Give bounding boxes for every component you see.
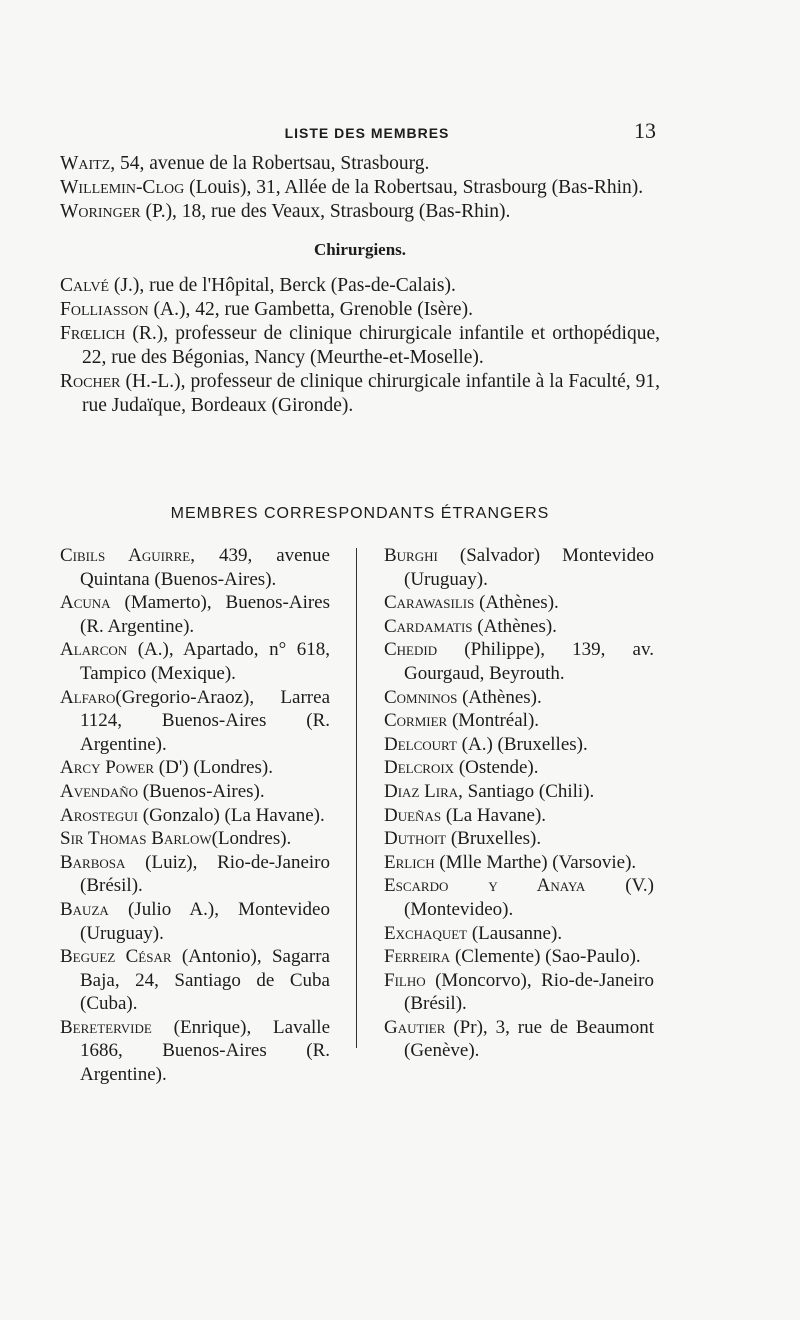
column-divider: [356, 548, 357, 1048]
member-entry: Barbosa (Luiz), Rio-de-Janeiro (Brésil).: [60, 851, 330, 897]
member-entry: Waitz, 54, avenue de la Robertsau, Strasbourg.: [60, 153, 430, 174]
member-list-top: [60, 152, 660, 418]
page-header: [60, 118, 656, 144]
member-entry: Delcourt (A.) (Bruxelles).: [384, 733, 588, 755]
member-entry: Cibils Aguirre, 439, avenue Quintana (Buenos-Aires).: [60, 545, 330, 590]
member-entry: Beretervide (Enrique), Lavalle 1686, Buenos-Aires (R. Argentine).: [60, 1016, 330, 1086]
member-entry: Burghi (Salvador) Montevideo (Uruguay).: [384, 545, 654, 590]
page-number: 13: [634, 118, 656, 143]
member-entry: Comninos (Athènes).: [384, 686, 542, 708]
member-entry: Carawasilis (Athènes).: [384, 592, 559, 614]
member-entry: Bauza (Julio A.), Montevideo (Uruguay).: [60, 898, 330, 944]
member-entry: Cormier (Montréal).: [384, 710, 540, 732]
member-entry: Folliasson (A.), 42, rue Gambetta, Grenoble (Isère).: [60, 299, 473, 320]
member-entry: Dueñas (La Havane).: [384, 804, 547, 826]
member-entry: Avendaño (Buenos-Aires).: [60, 780, 265, 802]
member-entry: Delcroix (Ostende).: [384, 757, 539, 779]
member-entry: Chedid (Philippe), 139, av. Gourgaud, Beyrouth.: [384, 639, 654, 684]
member-entry: Acuna (Mamerto), Buenos-Aires (R. Argentine).: [60, 592, 330, 637]
section-heading-surgeons: Chirurgiens.: [313, 240, 407, 259]
member-entry: Rocher (H.-L.), professeur de clinique chirurgicale infantile à la Faculté, 91, rue Judaïque, Bordeaux (Gironde).: [60, 371, 660, 416]
member-entry: Alarcon (A.), Apartado, n° 618, Tampico (Mexique).: [60, 639, 330, 684]
section-heading-correspondents: MEMBRES CORRESPONDANTS ÉTRANGERS: [170, 505, 550, 522]
member-entry: Beguez César (Antonio), Sagarra Baja, 24, Santiago de Cuba (Cuba).: [60, 946, 330, 1015]
member-entry: Escardo y Anaya (V.) (Montevideo).: [384, 875, 654, 920]
member-entry: Ferreira (Clemente) (Sao-Paulo).: [384, 946, 641, 968]
member-entry: Frœlich (R.), professeur de clinique chirurgicale infantile et orthopédique, 22, rue des Bégonias, Nancy (Meurthe-et-Moselle).: [60, 323, 660, 368]
member-entry: Erlich (Mlle Marthe) (Varsovie).: [384, 851, 637, 873]
member-entry: Arcy Power (D') (Londres).: [60, 757, 274, 779]
member-entry: Gautier (Pr), 3, rue de Beaumont (Genève).: [384, 1016, 654, 1062]
right-column: [384, 544, 654, 1063]
member-entry: Cardamatis (Athènes).: [384, 615, 557, 637]
member-entry: Sir Thomas Barlow(Londres).: [60, 828, 292, 850]
member-entry: Diaz Lira, Santiago (Chili).: [384, 780, 595, 802]
member-entry: Alfaro(Gregorio-Araoz), Larrea 1124, Buenos-Aires (R. Argentine).: [60, 686, 330, 755]
member-entry: Exchaquet (Lausanne).: [384, 922, 563, 944]
member-entry: Woringer (P.), 18, rue des Veaux, Strasbourg (Bas-Rhin).: [60, 201, 511, 222]
running-title: LISTE DES MEMBRES: [284, 125, 450, 141]
member-entry: Willemin-Clog (Louis), 31, Allée de la Robertsau, Strasbourg (Bas-Rhin).: [60, 177, 644, 198]
member-entry: Filho (Moncorvo), Rio-de-Janeiro (Brésil).: [384, 969, 654, 1015]
member-entry: Calvé (J.), rue de l'Hôpital, Berck (Pas-de-Calais).: [60, 275, 456, 296]
member-entry: Arostegui (Gonzalo) (La Havane).: [60, 804, 325, 826]
member-entry: Duthoit (Bruxelles).: [384, 828, 542, 850]
left-column: [60, 544, 330, 1087]
